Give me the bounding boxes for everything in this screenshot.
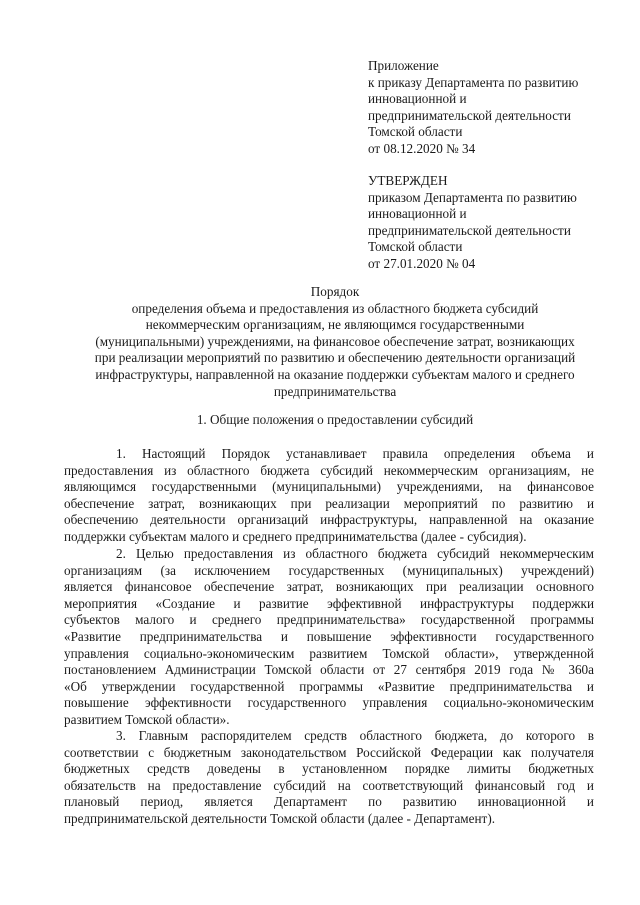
paragraph-line: управления социально-экономическим развитием Томской области», утвержденной [64, 645, 594, 661]
paragraph-line: повышение эффективности государственного управления социально-экономическим [64, 695, 594, 711]
paragraph-line: организациям (за исключением государственных (муниципальных) учреждений) [64, 562, 594, 578]
appendix-block [368, 58, 628, 158]
title-line: определения объема и предоставления из областного бюджета субсидий [131, 300, 539, 316]
paragraph-line: субъектов малого и среднего предпринимательства» государственной программы [64, 612, 594, 628]
paragraph-line: поддержки субъектам малого и среднего предпринимательства (далее - субсидия). [64, 528, 527, 544]
title-line: при реализации мероприятий по развитию и обеспечению деятельности организаций [94, 350, 576, 366]
appendix-line: инновационной и [368, 91, 467, 107]
section-heading: 1. Общие положения о предоставлении субсидий [196, 412, 474, 427]
paragraph-1 [64, 446, 594, 546]
appendix-line: к приказу Департамента по развитию [368, 74, 579, 90]
paragraph-line: развитием Томской области». [64, 711, 230, 727]
paragraph-line: мероприятия «Создание и развитие эффективной инфраструктуры поддержки [64, 595, 594, 611]
approved-heading: УТВЕРЖДЕН [368, 173, 448, 188]
title-line: Порядок [310, 284, 360, 299]
approved-line: Томской области [368, 239, 463, 255]
paragraph-line: обеспечение затрат, возникающих при реализации мероприятий по развитию и [64, 495, 594, 511]
title-line: инфраструктуры, направленной на оказание поддержки субъектам малого и среднего [95, 366, 575, 382]
paragraph-line: соответствии с бюджетным законодательством Российской Федерации как получателя [64, 744, 594, 760]
paragraph-line: бюджетных средств доведены в установленном порядке лимиты бюджетных [64, 761, 594, 777]
paragraph-line: 2. Целью предоставления из областного бюджета субсидий некоммерческим [116, 546, 594, 561]
approved-line: инновационной и [368, 206, 467, 222]
appendix-line: Приложение [368, 58, 439, 73]
approved-line: приказом Департамента по развитию [368, 189, 577, 205]
paragraph-line: плановый период, является Департамент по развитию инновационной и [64, 794, 594, 810]
paragraph-line: является финансовое обеспечение затрат, возникающих при реализации основного [64, 579, 594, 595]
paragraph-2 [64, 546, 594, 729]
approved-block [368, 173, 628, 273]
paragraph-line: 3. Главным распорядителем средств областного бюджета, до которого в [116, 728, 594, 743]
paragraph-line: предоставления из областного бюджета субсидий некоммерческим организациям, не [64, 462, 594, 478]
approved-date: от 27.01.2020 № 04 [368, 255, 476, 271]
title-line: некоммерческим организациям, не являющимся государственными [145, 317, 525, 333]
paragraph-line: предпринимательской деятельности Томской области (далее - Департамент). [64, 810, 496, 826]
paragraph-line: постановлением Администрации Томской области от 27 сентября 2019 года № 360а [64, 662, 594, 678]
appendix-line: предпринимательской деятельности [368, 107, 571, 123]
paragraph-line: обеспечению деятельности организаций инфраструктуры, направленной на оказание [64, 512, 594, 528]
paragraph-line: обязательств на предоставление субсидий на соответствующий финансовый год и [64, 777, 594, 793]
appendix-line: Томской области [368, 124, 463, 140]
document-title [70, 284, 600, 400]
appendix-date: от 08.12.2020 № 34 [368, 140, 476, 156]
paragraph-line: 1. Настоящий Порядок устанавливает правила определения объема и [116, 446, 594, 461]
title-line: предпринимательства [273, 383, 397, 399]
paragraph-line: «Развитие предпринимательства и повышение эффективности государственного [64, 628, 594, 644]
paragraph-3 [64, 728, 594, 828]
paragraph-line: «Об утверждении государственной программы «Развитие предпринимательства и [64, 678, 594, 694]
paragraph-line: являющимся государственными (муниципальными) учреждениями, на финансовое [64, 479, 594, 495]
title-line: (муниципальными) учреждениями, на финансовое обеспечение затрат, возникающих [95, 333, 575, 349]
approved-line: предпринимательской деятельности [368, 222, 571, 238]
